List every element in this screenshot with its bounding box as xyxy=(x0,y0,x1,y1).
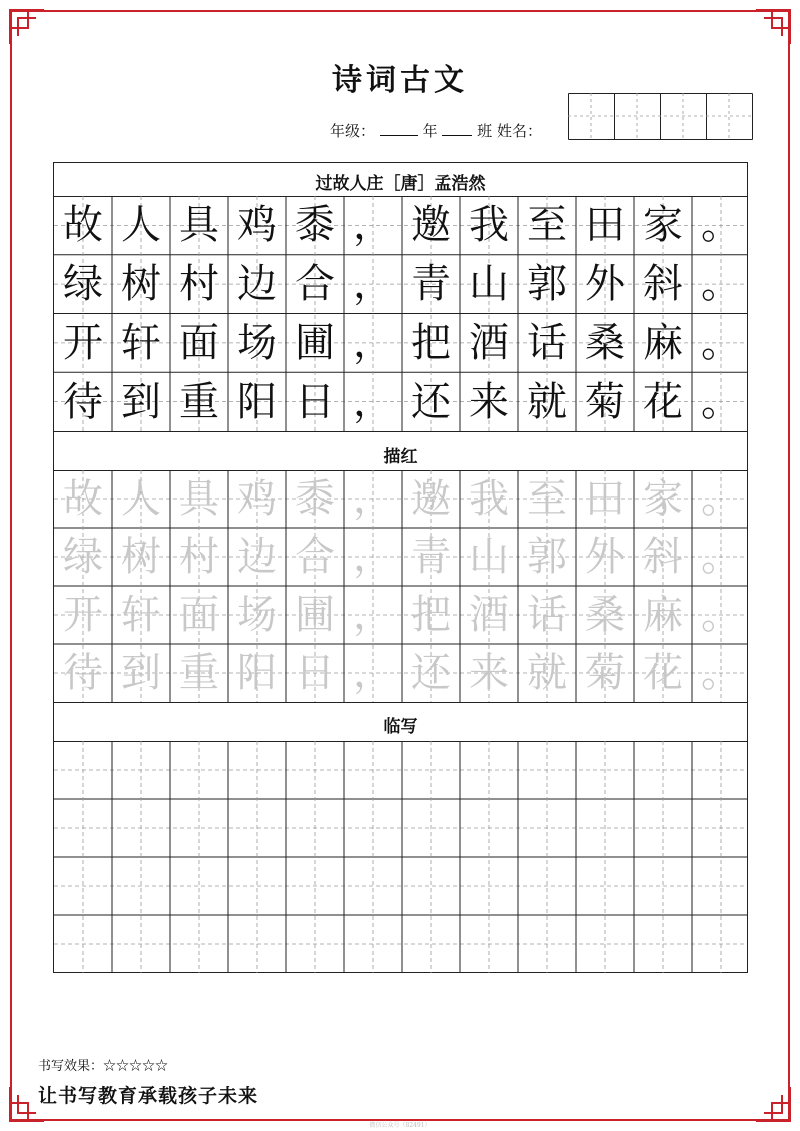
copy-cell[interactable] xyxy=(54,741,112,799)
copy-cell[interactable] xyxy=(518,857,576,915)
poem-character xyxy=(518,196,576,254)
poem-character xyxy=(228,196,286,254)
poem-character xyxy=(692,255,750,313)
character-glyph: 到 xyxy=(121,650,161,696)
character-glyph: 开 xyxy=(63,319,103,366)
trace-character xyxy=(344,586,402,644)
copy-cell[interactable] xyxy=(460,857,518,915)
copy-cell[interactable] xyxy=(344,915,402,973)
trace-character xyxy=(112,528,170,586)
divider xyxy=(54,702,747,703)
poem-character xyxy=(692,196,750,254)
character-glyph: 斜 xyxy=(643,534,683,580)
character-glyph: 我 xyxy=(469,202,509,249)
poem-character xyxy=(344,373,402,431)
copy-cell[interactable] xyxy=(576,915,634,973)
character-glyph: 场 xyxy=(237,592,277,638)
character-glyph: 待 xyxy=(63,650,103,696)
character-glyph: 酒 xyxy=(469,319,509,366)
copy-cell[interactable] xyxy=(112,915,170,973)
poem-character xyxy=(54,373,112,431)
character-glyph: 黍 xyxy=(295,202,335,249)
corner-ornament-top-left xyxy=(8,8,46,46)
poem-character xyxy=(112,255,170,313)
trace-character xyxy=(112,644,170,702)
poem-character xyxy=(692,373,750,431)
copy-cell[interactable] xyxy=(518,741,576,799)
character-glyph: 青 xyxy=(411,534,451,580)
name-writing-boxes[interactable] xyxy=(568,93,756,141)
character-glyph: 具 xyxy=(179,476,219,522)
poem-character xyxy=(344,196,402,254)
character-glyph: ， xyxy=(353,476,393,522)
trace-character xyxy=(286,644,344,702)
poem-character xyxy=(402,196,460,254)
copy-cell[interactable] xyxy=(692,857,750,915)
poem-character xyxy=(112,373,170,431)
corner-ornament-top-right xyxy=(754,8,792,46)
character-glyph: 。 xyxy=(701,202,741,249)
character-glyph: ， xyxy=(353,319,393,366)
trace-character xyxy=(228,644,286,702)
year-label: 年 xyxy=(422,122,438,140)
character-glyph: 至 xyxy=(527,476,567,522)
copy-cell[interactable] xyxy=(286,799,344,857)
character-glyph: 把 xyxy=(411,592,451,638)
character-glyph: 外 xyxy=(585,261,625,308)
trace-character xyxy=(518,644,576,702)
character-glyph: 绿 xyxy=(63,261,103,308)
trace-character xyxy=(112,470,170,528)
character-glyph: 来 xyxy=(469,650,509,696)
character-glyph: 重 xyxy=(179,650,219,696)
character-glyph: 至 xyxy=(527,202,567,249)
character-glyph: 。 xyxy=(701,650,741,696)
character-glyph: 田 xyxy=(585,476,625,522)
poem-character xyxy=(286,373,344,431)
poem-character xyxy=(228,255,286,313)
character-glyph: 来 xyxy=(469,378,509,425)
character-glyph: 具 xyxy=(179,202,219,249)
copy-cell[interactable] xyxy=(692,799,750,857)
poem-character xyxy=(576,255,634,313)
character-glyph: ， xyxy=(353,650,393,696)
copy-cell[interactable] xyxy=(112,741,170,799)
poem-character xyxy=(634,373,692,431)
poem-character xyxy=(576,196,634,254)
copy-cell[interactable] xyxy=(402,857,460,915)
trace-character xyxy=(286,528,344,586)
poem-character xyxy=(460,314,518,372)
character-glyph: ， xyxy=(353,261,393,308)
trace-character xyxy=(634,528,692,586)
character-glyph: 青 xyxy=(411,261,451,308)
character-glyph: 酒 xyxy=(469,592,509,638)
copy-cell[interactable] xyxy=(112,799,170,857)
poem-heading: 过故人庄［唐］孟浩然 xyxy=(315,174,486,194)
class-label: 班 xyxy=(477,122,493,140)
character-glyph: 话 xyxy=(527,592,567,638)
copy-grid[interactable] xyxy=(54,741,747,973)
trace-character xyxy=(170,528,228,586)
trace-character xyxy=(692,644,750,702)
trace-character xyxy=(402,528,460,586)
character-glyph: 面 xyxy=(179,592,219,638)
poem-character xyxy=(170,314,228,372)
copy-cell[interactable] xyxy=(54,915,112,973)
poem-character xyxy=(402,255,460,313)
character-glyph: 合 xyxy=(295,261,335,308)
character-glyph: 人 xyxy=(121,476,161,522)
poem-character xyxy=(286,314,344,372)
poem-character xyxy=(460,255,518,313)
character-glyph: 郭 xyxy=(527,261,567,308)
trace-character xyxy=(402,644,460,702)
trace-character xyxy=(344,470,402,528)
poem-character xyxy=(634,314,692,372)
character-glyph: 人 xyxy=(121,202,161,249)
copy-cell[interactable] xyxy=(634,857,692,915)
character-glyph: 待 xyxy=(63,378,103,425)
trace-grid xyxy=(54,470,747,702)
character-glyph: 轩 xyxy=(121,319,161,366)
corner-ornament-bottom-right xyxy=(754,1085,792,1123)
copy-cell[interactable] xyxy=(692,915,750,973)
copy-cell[interactable] xyxy=(286,741,344,799)
character-glyph: ， xyxy=(353,378,393,425)
copy-cell[interactable] xyxy=(344,799,402,857)
character-glyph: 郭 xyxy=(527,534,567,580)
poem-character xyxy=(518,373,576,431)
copy-cell[interactable] xyxy=(460,915,518,973)
character-glyph: 话 xyxy=(527,319,567,366)
character-glyph: 日 xyxy=(295,378,335,425)
character-glyph: 树 xyxy=(121,534,161,580)
trace-character xyxy=(54,470,112,528)
copy-cell[interactable] xyxy=(518,915,576,973)
character-glyph: 。 xyxy=(701,534,741,580)
character-glyph: 面 xyxy=(179,319,219,366)
character-glyph: 开 xyxy=(63,592,103,638)
copy-cell[interactable] xyxy=(228,741,286,799)
character-glyph: 。 xyxy=(701,592,741,638)
trace-character xyxy=(518,586,576,644)
poem-character xyxy=(344,255,402,313)
character-glyph: 树 xyxy=(121,261,161,308)
poem-character xyxy=(228,373,286,431)
character-glyph: 田 xyxy=(585,202,625,249)
trace-character xyxy=(402,586,460,644)
character-glyph: 就 xyxy=(527,378,567,425)
trace-character xyxy=(286,586,344,644)
copy-cell[interactable] xyxy=(402,799,460,857)
character-glyph: 就 xyxy=(527,650,567,696)
footer-slogan: 让书写教育承载孩子未来 xyxy=(38,1085,259,1107)
character-glyph: 。 xyxy=(701,476,741,522)
poem-character xyxy=(170,373,228,431)
poem-character xyxy=(402,314,460,372)
poem-character xyxy=(576,314,634,372)
character-glyph: 还 xyxy=(411,650,451,696)
character-glyph: 菊 xyxy=(585,378,625,425)
copy-cell[interactable] xyxy=(576,857,634,915)
copy-cell[interactable] xyxy=(170,915,228,973)
copy-cell[interactable] xyxy=(634,915,692,973)
poem-character xyxy=(170,196,228,254)
copy-cell[interactable] xyxy=(344,741,402,799)
character-glyph: 村 xyxy=(179,261,219,308)
character-glyph: 还 xyxy=(411,378,451,425)
copy-cell[interactable] xyxy=(460,799,518,857)
trace-character xyxy=(576,644,634,702)
trace-character xyxy=(402,470,460,528)
character-glyph: ， xyxy=(353,202,393,249)
character-glyph: 绿 xyxy=(63,534,103,580)
character-glyph: 邀 xyxy=(411,476,451,522)
copy-cell[interactable] xyxy=(170,799,228,857)
character-glyph: 我 xyxy=(469,476,509,522)
trace-character xyxy=(54,528,112,586)
poem-character xyxy=(402,373,460,431)
character-glyph: 。 xyxy=(701,319,741,366)
copy-cell[interactable] xyxy=(112,857,170,915)
poem-character xyxy=(518,255,576,313)
poem-character xyxy=(170,255,228,313)
character-glyph: 家 xyxy=(643,202,683,249)
trace-character xyxy=(344,528,402,586)
trace-character xyxy=(460,644,518,702)
student-info-line xyxy=(330,120,542,141)
trace-character xyxy=(112,586,170,644)
character-glyph: 花 xyxy=(643,378,683,425)
grade-blank[interactable] xyxy=(380,121,418,136)
character-glyph: 山 xyxy=(469,534,509,580)
copy-cell[interactable] xyxy=(228,799,286,857)
poem-character xyxy=(344,314,402,372)
copy-cell[interactable] xyxy=(634,799,692,857)
copy-cell[interactable] xyxy=(54,857,112,915)
trace-character xyxy=(228,586,286,644)
character-glyph: 山 xyxy=(469,261,509,308)
poem-character xyxy=(54,196,112,254)
character-glyph: 重 xyxy=(179,378,219,425)
copy-cell[interactable] xyxy=(634,741,692,799)
character-glyph: 鸡 xyxy=(237,202,277,249)
footer-note: 微信公众号（82491） xyxy=(369,1122,431,1129)
grade-label: 年级： xyxy=(330,122,376,140)
character-glyph: 。 xyxy=(701,378,741,425)
copy-cell[interactable] xyxy=(228,857,286,915)
trace-character xyxy=(460,470,518,528)
poem-character xyxy=(228,314,286,372)
trace-character xyxy=(54,586,112,644)
trace-character xyxy=(460,586,518,644)
trace-character xyxy=(518,528,576,586)
character-glyph: 外 xyxy=(585,534,625,580)
copy-cell[interactable] xyxy=(286,857,344,915)
trace-character xyxy=(634,644,692,702)
character-glyph: 家 xyxy=(643,476,683,522)
copy-cell[interactable] xyxy=(54,799,112,857)
character-glyph: 麻 xyxy=(643,592,683,638)
poem-character xyxy=(112,196,170,254)
poem-character xyxy=(692,314,750,372)
writing-effect-rating: 书写效果：☆☆☆☆☆ xyxy=(38,1059,169,1074)
worksheet xyxy=(53,162,748,973)
class-blank[interactable] xyxy=(442,121,472,136)
trace-character xyxy=(286,470,344,528)
poem-character xyxy=(54,314,112,372)
trace-character xyxy=(576,528,634,586)
trace-section-label: 描红 xyxy=(383,447,418,467)
trace-character xyxy=(228,528,286,586)
trace-character xyxy=(54,644,112,702)
poem-grid xyxy=(54,196,747,431)
poem-character xyxy=(634,196,692,254)
trace-character xyxy=(170,586,228,644)
character-glyph: 把 xyxy=(411,319,451,366)
copy-cell[interactable] xyxy=(286,915,344,973)
poem-character xyxy=(518,314,576,372)
trace-character xyxy=(692,470,750,528)
poem-character xyxy=(634,255,692,313)
copy-cell[interactable] xyxy=(460,741,518,799)
trace-character xyxy=(170,470,228,528)
character-glyph: 斜 xyxy=(643,261,683,308)
copy-cell[interactable] xyxy=(518,799,576,857)
character-glyph: 日 xyxy=(295,650,335,696)
trace-character xyxy=(634,470,692,528)
trace-character xyxy=(576,586,634,644)
character-glyph: 场 xyxy=(237,319,277,366)
trace-character xyxy=(692,528,750,586)
trace-character xyxy=(518,470,576,528)
character-glyph: 圃 xyxy=(295,592,335,638)
character-glyph: ， xyxy=(353,592,393,638)
copy-cell[interactable] xyxy=(402,741,460,799)
character-glyph: 鸡 xyxy=(237,476,277,522)
poem-character xyxy=(112,314,170,372)
character-glyph: 到 xyxy=(121,378,161,425)
poem-character xyxy=(460,196,518,254)
character-glyph: 轩 xyxy=(121,592,161,638)
trace-character xyxy=(692,586,750,644)
copy-cell[interactable] xyxy=(692,741,750,799)
character-glyph: 故 xyxy=(63,202,103,249)
divider xyxy=(54,431,747,432)
copy-cell[interactable] xyxy=(402,915,460,973)
character-glyph: 故 xyxy=(63,476,103,522)
character-glyph: 邀 xyxy=(411,202,451,249)
poem-character xyxy=(460,373,518,431)
poem-character xyxy=(54,255,112,313)
poem-character xyxy=(576,373,634,431)
copy-section-label: 临写 xyxy=(383,717,418,737)
character-glyph: 边 xyxy=(237,534,277,580)
character-glyph: 圃 xyxy=(295,319,335,366)
character-glyph: 花 xyxy=(643,650,683,696)
trace-character xyxy=(460,528,518,586)
character-glyph: 桑 xyxy=(585,319,625,366)
character-glyph: 麻 xyxy=(643,319,683,366)
character-glyph: 合 xyxy=(295,534,335,580)
character-glyph: 边 xyxy=(237,261,277,308)
poem-character xyxy=(286,196,344,254)
copy-cell[interactable] xyxy=(170,857,228,915)
character-glyph: 阳 xyxy=(237,378,277,425)
trace-character xyxy=(170,644,228,702)
page-title: 诗词古文 xyxy=(332,63,468,98)
trace-character xyxy=(634,586,692,644)
character-glyph: 桑 xyxy=(585,592,625,638)
character-glyph: 。 xyxy=(701,261,741,308)
character-glyph: ， xyxy=(353,534,393,580)
poem-character xyxy=(286,255,344,313)
name-label: 姓名： xyxy=(496,122,542,140)
copy-cell[interactable] xyxy=(170,741,228,799)
trace-character xyxy=(576,470,634,528)
character-glyph: 黍 xyxy=(295,476,335,522)
character-glyph: 村 xyxy=(179,534,219,580)
trace-character xyxy=(344,644,402,702)
trace-character xyxy=(228,470,286,528)
copy-cell[interactable] xyxy=(344,857,402,915)
copy-cell[interactable] xyxy=(576,799,634,857)
character-glyph: 菊 xyxy=(585,650,625,696)
copy-cell[interactable] xyxy=(228,915,286,973)
character-glyph: 阳 xyxy=(237,650,277,696)
copy-cell[interactable] xyxy=(576,741,634,799)
